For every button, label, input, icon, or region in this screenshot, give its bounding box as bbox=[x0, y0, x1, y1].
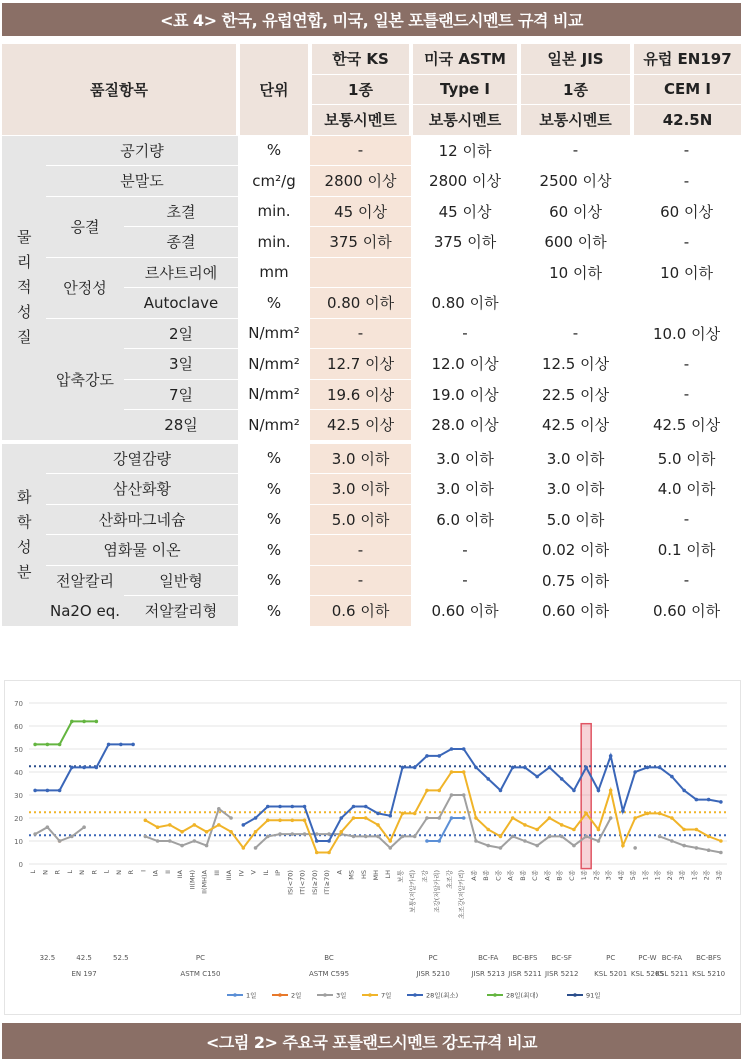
cell-ks: 3.0 이하 bbox=[310, 474, 411, 505]
y-tick-label: 50 bbox=[14, 746, 23, 754]
x-tick-label: IP bbox=[274, 870, 283, 876]
header-en-1: 유럽 EN197 bbox=[632, 44, 741, 74]
header-astm-2: Type I bbox=[411, 74, 519, 105]
group-label: 52.5 bbox=[113, 954, 129, 962]
x-tick-label: 3종 bbox=[714, 870, 723, 881]
x-tick-label: 1종 bbox=[653, 870, 662, 881]
x-tick-label: C종 bbox=[494, 870, 503, 881]
cell-ks bbox=[310, 257, 411, 288]
series-point bbox=[633, 846, 637, 850]
cell-astm: 45 이상 bbox=[411, 196, 519, 227]
header-jis-2: 1종 bbox=[519, 74, 632, 105]
x-tick-label: 1종 bbox=[580, 870, 589, 881]
row-name: 강열감량 bbox=[46, 442, 238, 474]
group-label: PC bbox=[428, 954, 438, 962]
x-tick-label: 2종 bbox=[592, 870, 601, 881]
y-tick-label: 70 bbox=[14, 700, 23, 708]
cell-ks: 42.5 이상 bbox=[310, 410, 411, 442]
alkali-label-1: 전알칼리 bbox=[56, 571, 114, 590]
x-tick-label: 초조강(저알카리) bbox=[457, 870, 466, 920]
row-unit: % bbox=[238, 504, 310, 535]
x-tick-label: 초조강 bbox=[445, 870, 454, 889]
cell-en: 42.5 이상 bbox=[632, 410, 741, 442]
cell-jis: 42.5 이상 bbox=[519, 410, 632, 442]
x-tick-label: IA bbox=[151, 870, 160, 877]
y-tick-label: 40 bbox=[14, 769, 23, 777]
legend-label: 3일 bbox=[336, 991, 347, 1000]
parent-group-label: EN 197 bbox=[71, 970, 97, 978]
cell-en: - bbox=[632, 565, 741, 596]
row-name: 산화마그네슘 bbox=[46, 504, 238, 535]
cell-astm: - bbox=[411, 318, 519, 349]
table-row bbox=[2, 565, 741, 596]
series-line bbox=[427, 818, 464, 841]
cell-ks: - bbox=[310, 135, 411, 166]
row-name: 분말도 bbox=[46, 166, 238, 197]
x-tick-label: A종 bbox=[543, 870, 552, 881]
group-label: BC bbox=[324, 954, 334, 962]
x-tick-label: IIIA bbox=[225, 870, 234, 881]
x-tick-label: HS bbox=[359, 870, 368, 880]
header-jis-1: 일본 JIS bbox=[519, 44, 632, 74]
row-name: 2일 bbox=[124, 318, 238, 349]
cell-jis: 3.0 이하 bbox=[519, 474, 632, 505]
row-unit: N/mm² bbox=[238, 379, 310, 410]
row-unit: N/mm² bbox=[238, 318, 310, 349]
row-name: 종결 bbox=[124, 227, 238, 258]
cell-ks: 45 이상 bbox=[310, 196, 411, 227]
legend-marker bbox=[413, 993, 417, 997]
row-name: 르샤트리에 bbox=[124, 257, 238, 288]
cell-en: 4.0 이하 bbox=[632, 474, 741, 505]
x-tick-label: L bbox=[65, 870, 74, 874]
x-tick-label: IIA bbox=[176, 870, 185, 879]
series-line bbox=[35, 744, 133, 790]
header-ks-2: 1종 bbox=[310, 74, 411, 105]
legend-label: 7일 bbox=[381, 991, 392, 1000]
x-tick-label: LH bbox=[384, 870, 393, 879]
cell-jis: 3.0 이하 bbox=[519, 442, 632, 474]
cell-ks: 3.0 이하 bbox=[310, 442, 411, 474]
cell-jis: 60 이상 bbox=[519, 196, 632, 227]
row-name: 일반형 bbox=[124, 565, 238, 596]
y-tick-label: 10 bbox=[14, 838, 23, 846]
x-tick-label: 조강(저알카리) bbox=[433, 870, 442, 913]
cell-ks: 12.7 이상 bbox=[310, 349, 411, 380]
group-label: 32.5 bbox=[39, 954, 56, 962]
group-label: PC bbox=[195, 954, 205, 962]
group-setting: 응결 bbox=[46, 196, 124, 257]
cell-jis: - bbox=[519, 318, 632, 349]
cell-astm: - bbox=[411, 535, 519, 566]
x-tick-label: V bbox=[249, 870, 258, 875]
x-tick-label: C종 bbox=[567, 870, 576, 881]
x-tick-label: R bbox=[90, 870, 99, 875]
cell-ks: 0.6 이하 bbox=[310, 596, 411, 627]
row-unit: % bbox=[238, 288, 310, 319]
x-tick-label: 2종 bbox=[665, 870, 674, 881]
x-tick-label: L bbox=[102, 870, 111, 874]
header-unit: 단위 bbox=[238, 44, 310, 135]
x-tick-label: I bbox=[139, 870, 148, 872]
row-name: 7일 bbox=[124, 379, 238, 410]
cell-ks: - bbox=[310, 318, 411, 349]
row-name: Autoclave bbox=[124, 288, 238, 319]
cell-astm bbox=[411, 257, 519, 288]
cell-jis: 0.60 이하 bbox=[519, 596, 632, 627]
x-tick-label: II(MH)A bbox=[200, 870, 209, 894]
x-tick-label: IT(<70) bbox=[298, 870, 307, 895]
cell-en: - bbox=[632, 379, 741, 410]
legend-marker bbox=[493, 993, 497, 997]
header-item: 품질항목 bbox=[2, 44, 238, 135]
chemical-label: 화학성분 bbox=[17, 487, 32, 581]
legend-label: 91일 bbox=[586, 991, 601, 1000]
cell-astm: 6.0 이하 bbox=[411, 504, 519, 535]
cell-ks: 375 이하 bbox=[310, 227, 411, 258]
strength-chart bbox=[4, 680, 741, 1015]
cell-en: - bbox=[632, 504, 741, 535]
x-tick-label: IS(≥70) bbox=[310, 870, 319, 895]
row-unit: % bbox=[238, 535, 310, 566]
x-tick-label: R bbox=[53, 870, 62, 875]
y-tick-label: 20 bbox=[14, 815, 23, 823]
legend-marker bbox=[323, 993, 327, 997]
x-tick-label: L bbox=[29, 870, 38, 874]
x-tick-label: N bbox=[41, 870, 50, 875]
cell-jis: 0.02 이하 bbox=[519, 535, 632, 566]
table-row bbox=[2, 135, 741, 166]
row-unit: % bbox=[238, 474, 310, 505]
row-unit: % bbox=[238, 442, 310, 474]
cell-astm: - bbox=[411, 565, 519, 596]
legend-label: 28일(최대) bbox=[506, 991, 539, 1000]
cell-astm: 0.60 이하 bbox=[411, 596, 519, 627]
legend-marker bbox=[278, 993, 282, 997]
figure-title: <그림 2> 주요국 포틀랜드시멘트 강도규격 비교 bbox=[2, 1023, 741, 1059]
x-tick-label: R bbox=[127, 870, 136, 875]
x-tick-label: 보통(저알카리) bbox=[408, 870, 417, 913]
chemical-category bbox=[2, 442, 46, 627]
cell-ks: - bbox=[310, 535, 411, 566]
series-line bbox=[660, 836, 721, 852]
group-label: BC-BFS bbox=[512, 954, 538, 962]
x-tick-label: 1종 bbox=[641, 870, 650, 881]
row-unit: mm bbox=[238, 257, 310, 288]
cell-jis: 22.5 이상 bbox=[519, 379, 632, 410]
cell-astm: 28.0 이상 bbox=[411, 410, 519, 442]
cell-en: 10.0 이상 bbox=[632, 318, 741, 349]
cell-en: - bbox=[632, 135, 741, 166]
cell-en: - bbox=[632, 227, 741, 258]
header-ks-3: 보통시멘트 bbox=[310, 105, 411, 136]
cell-en: - bbox=[632, 166, 741, 197]
row-unit: N/mm² bbox=[238, 410, 310, 442]
header-row-1 bbox=[2, 44, 741, 74]
x-tick-label: MS bbox=[347, 870, 356, 880]
table-row bbox=[2, 318, 741, 349]
cell-astm: 12.0 이상 bbox=[411, 349, 519, 380]
physical-category bbox=[2, 135, 46, 442]
cell-en: - bbox=[632, 349, 741, 380]
group-label: PC-W bbox=[638, 954, 657, 962]
header-ks-1: 한국 KS bbox=[310, 44, 411, 74]
x-tick-label: IS(<70) bbox=[286, 870, 295, 895]
parent-group-label: KSL 5201 bbox=[594, 970, 628, 978]
group-label: BC-BFS bbox=[696, 954, 722, 962]
highlight-band bbox=[581, 724, 591, 869]
row-name: 삼산화황 bbox=[46, 474, 238, 505]
cell-jis: 10 이하 bbox=[519, 257, 632, 288]
legend-label: 2일 bbox=[291, 991, 302, 1000]
legend-marker bbox=[573, 993, 577, 997]
x-tick-label: IV bbox=[237, 870, 246, 877]
cell-astm: 3.0 이하 bbox=[411, 442, 519, 474]
cell-en: 5.0 이하 bbox=[632, 442, 741, 474]
x-tick-label: 3종 bbox=[678, 870, 687, 881]
table-title: <표 4> 한국, 유럽연합, 미국, 일본 포틀랜드시멘트 규격 비교 bbox=[2, 3, 741, 36]
row-name: 3일 bbox=[124, 349, 238, 380]
header-en-2: CEM I bbox=[632, 74, 741, 105]
group-compressive: 압축강도 bbox=[46, 318, 124, 442]
cell-astm: 12 이하 bbox=[411, 135, 519, 166]
cell-jis: 0.75 이하 bbox=[519, 565, 632, 596]
cell-ks: 5.0 이하 bbox=[310, 504, 411, 535]
parent-group-label: JISR 5210 bbox=[416, 970, 450, 978]
cell-astm: 19.0 이상 bbox=[411, 379, 519, 410]
cell-ks: 2800 이상 bbox=[310, 166, 411, 197]
table-row bbox=[2, 257, 741, 288]
cell-en: 10 이하 bbox=[632, 257, 741, 288]
x-tick-label: B종 bbox=[555, 870, 564, 881]
x-tick-label: III bbox=[212, 870, 221, 876]
cell-astm: 2800 이상 bbox=[411, 166, 519, 197]
cell-astm: 375 이하 bbox=[411, 227, 519, 258]
x-tick-label: 2종 bbox=[702, 870, 711, 881]
y-tick-label: 60 bbox=[14, 723, 23, 731]
row-name: 공기량 bbox=[46, 135, 238, 166]
cell-jis: 2500 이상 bbox=[519, 166, 632, 197]
row-unit: min. bbox=[238, 196, 310, 227]
table-row bbox=[2, 442, 741, 474]
x-tick-label: C종 bbox=[531, 870, 540, 881]
cell-ks: 0.80 이하 bbox=[310, 288, 411, 319]
chart-svg bbox=[5, 681, 740, 1014]
table-row bbox=[2, 535, 741, 566]
legend-label: 1일 bbox=[246, 991, 257, 1000]
legend-label: 28일(최소) bbox=[426, 991, 459, 1000]
row-name: 저알칼리형 bbox=[124, 596, 238, 627]
legend-marker bbox=[233, 993, 237, 997]
group-label: BC-FA bbox=[478, 954, 499, 962]
table-row bbox=[2, 504, 741, 535]
group-label: BC-SF bbox=[551, 954, 572, 962]
x-tick-label: B종 bbox=[482, 870, 491, 881]
group-alkali bbox=[46, 565, 124, 626]
x-tick-label: IT(≥70) bbox=[323, 870, 332, 895]
x-tick-label: 조강 bbox=[420, 870, 429, 883]
header-astm-1: 미국 ASTM bbox=[411, 44, 519, 74]
header-astm-3: 보통시멘트 bbox=[411, 105, 519, 136]
row-unit: min. bbox=[238, 227, 310, 258]
cell-jis: 600 이하 bbox=[519, 227, 632, 258]
series-line bbox=[35, 827, 84, 841]
cell-en: 60 이상 bbox=[632, 196, 741, 227]
x-tick-label: II(MH) bbox=[188, 870, 197, 890]
group-label: PC bbox=[606, 954, 616, 962]
cell-jis: 5.0 이하 bbox=[519, 504, 632, 535]
x-tick-label: II bbox=[163, 870, 172, 874]
table-row bbox=[2, 166, 741, 197]
cell-en: 0.60 이하 bbox=[632, 596, 741, 627]
cell-jis: 12.5 이상 bbox=[519, 349, 632, 380]
cement-spec-table bbox=[2, 44, 741, 627]
cell-en: 0.1 이하 bbox=[632, 535, 741, 566]
x-tick-label: N bbox=[114, 870, 123, 875]
row-unit: N/mm² bbox=[238, 349, 310, 380]
header-jis-3: 보통시멘트 bbox=[519, 105, 632, 136]
group-label: 42.5 bbox=[76, 954, 92, 962]
parent-group-label: KSL 5210 bbox=[692, 970, 726, 978]
cell-ks: - bbox=[310, 565, 411, 596]
parent-group-label: KSL 5205 bbox=[630, 970, 664, 978]
physical-label: 물리적성질 bbox=[17, 228, 32, 346]
x-tick-label: 1종 bbox=[690, 870, 699, 881]
row-unit: % bbox=[238, 135, 310, 166]
parent-group-label: ASTM C595 bbox=[309, 970, 350, 978]
parent-group-label: ASTM C150 bbox=[180, 970, 221, 978]
cell-astm: 3.0 이하 bbox=[411, 474, 519, 505]
x-tick-label: 3종 bbox=[604, 870, 613, 881]
parent-group-label: KSL 5211 bbox=[655, 970, 689, 978]
cell-jis: - bbox=[519, 135, 632, 166]
cell-en bbox=[632, 288, 741, 319]
table-row bbox=[2, 196, 741, 227]
x-tick-label: MH bbox=[372, 870, 380, 881]
header-en-3: 42.5N bbox=[632, 105, 741, 136]
parent-group-label: JISR 5211 bbox=[508, 970, 542, 978]
cell-astm: 0.80 이하 bbox=[411, 288, 519, 319]
x-tick-label: A종 bbox=[469, 870, 478, 881]
series-line bbox=[35, 721, 96, 744]
x-tick-label: 5종 bbox=[629, 870, 638, 881]
table-row bbox=[2, 474, 741, 505]
y-tick-label: 30 bbox=[14, 792, 23, 800]
y-tick-label: 0 bbox=[18, 861, 23, 869]
group-soundness: 안정성 bbox=[46, 257, 124, 318]
cell-jis bbox=[519, 288, 632, 319]
alkali-label-2: Na2O eq. bbox=[49, 601, 121, 620]
x-tick-label: 보통 bbox=[396, 870, 405, 883]
x-tick-label: A종 bbox=[506, 870, 515, 881]
row-unit: % bbox=[238, 565, 310, 596]
x-tick-label: N bbox=[78, 870, 87, 875]
parent-group-label: JISR 5213 bbox=[471, 970, 505, 978]
x-tick-label: 4종 bbox=[616, 870, 625, 881]
group-label: BC-FA bbox=[661, 954, 683, 962]
row-unit: cm²/g bbox=[238, 166, 310, 197]
row-unit: % bbox=[238, 596, 310, 627]
row-name: 초결 bbox=[124, 196, 238, 227]
x-tick-label: IL bbox=[261, 870, 270, 876]
x-tick-label: B종 bbox=[518, 870, 527, 881]
cell-ks: 19.6 이상 bbox=[310, 379, 411, 410]
parent-group-label: JISR 5212 bbox=[544, 970, 579, 978]
legend-marker bbox=[368, 993, 372, 997]
x-tick-label: A bbox=[335, 870, 344, 875]
row-name: 염화물 이온 bbox=[46, 535, 238, 566]
row-name: 28일 bbox=[124, 410, 238, 442]
